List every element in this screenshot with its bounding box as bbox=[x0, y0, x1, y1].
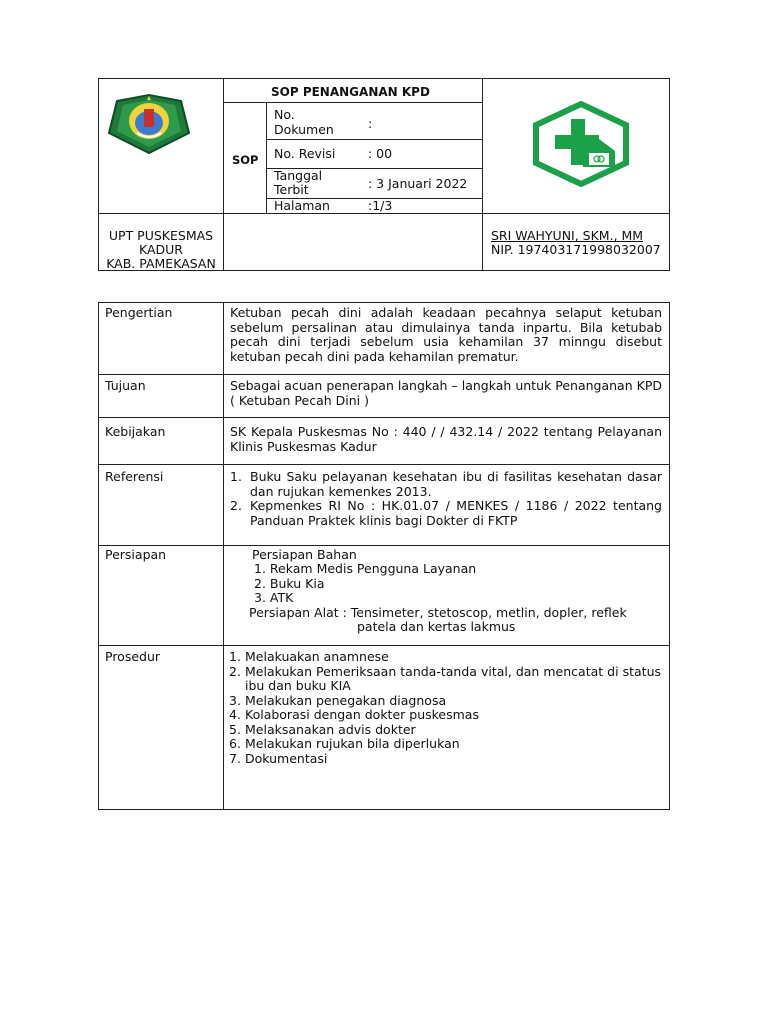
list-item: 6. Melakukan rujukan bila diperlukan bbox=[229, 736, 460, 751]
divider bbox=[99, 213, 669, 214]
list-item: 1. Rekam Medis Pengguna Layanan bbox=[254, 561, 477, 576]
list-item: 1. Buku Saku pelayanan kesehatan ibu di fasilitas kesehatan dasar dan rujukan kemenkes 2013. bbox=[230, 469, 662, 499]
divider bbox=[99, 645, 669, 646]
no-dokumen-label-line1: No. bbox=[274, 107, 295, 122]
pengertian-text: Ketuban pecah dini adalah keadaan pecahnya selaput ketuban sebelum persalinan atau dimulainya tanda inpartu. Bila ketubab pecah dini terjadi sebelum usia kehamilan 37 minngu disebut ketuban pecah dini pada kehamilan prematur. bbox=[230, 305, 662, 364]
document-title: SOP PENANGANAN KPD bbox=[271, 85, 430, 99]
persiapan-bahan-heading: Persiapan Bahan bbox=[252, 547, 357, 562]
persiapan-alat-line2: patela dan kertas lakmus bbox=[357, 619, 516, 634]
org-name-line1: UPT PUSKESMAS bbox=[108, 228, 214, 243]
puskesmas-logo bbox=[533, 101, 629, 187]
tanggal-terbit-label-line2: Terbit bbox=[274, 182, 309, 197]
header-table bbox=[98, 78, 670, 271]
persiapan-alat-line1: Persiapan Alat : Tensimeter, stetoscop, metlin, dopler, reflek bbox=[249, 605, 627, 620]
list-item: 3. ATK bbox=[254, 590, 294, 605]
divider bbox=[99, 464, 669, 465]
content-table bbox=[98, 302, 670, 810]
org-name-line2: KADUR bbox=[139, 242, 183, 257]
list-item: 4. Kolaborasi dengan dokter puskesmas bbox=[229, 707, 479, 722]
list-item: 7. Dokumentasi bbox=[229, 750, 328, 766]
sop-label: SOP bbox=[232, 153, 259, 167]
halaman-value: :1/3 bbox=[368, 198, 393, 213]
kebijakan-label: Kebijakan bbox=[105, 424, 166, 439]
pengertian-label: Pengertian bbox=[105, 305, 173, 320]
referensi-label: Referensi bbox=[105, 469, 164, 484]
divider bbox=[99, 545, 669, 546]
no-dokumen-value: : bbox=[368, 116, 373, 131]
list-item: 3. Melakukan penegakan diagnosa bbox=[229, 692, 447, 708]
divider bbox=[266, 139, 482, 140]
list-item: 2. Kepmenkes RI No : HK.01.07 / MENKES / 1186 / 2022 tentang Panduan Praktek klinis bagi Dokter di FKTP bbox=[230, 498, 662, 528]
list-item: 2. Buku Kia bbox=[254, 576, 325, 591]
regency-logo bbox=[107, 93, 191, 155]
tujuan-text: Sebagai acuan penerapan langkah – langkah untuk Penanganan KPD ( Ketuban Pecah Dini ) bbox=[230, 378, 662, 408]
signer-nip: NIP. 197403171998032007 bbox=[491, 242, 661, 257]
divider bbox=[482, 79, 483, 270]
signer-name: SRI WAHYUNI, SKM., MM bbox=[491, 228, 644, 243]
referensi-list bbox=[230, 470, 662, 528]
no-revisi-value: : 00 bbox=[368, 146, 393, 161]
prosedur-label: Prosedur bbox=[105, 649, 161, 664]
divider bbox=[223, 79, 224, 270]
divider bbox=[223, 102, 482, 103]
org-name-line3: KAB. PAMEKASAN bbox=[106, 256, 216, 271]
list-item: 5. Melaksanakan advis dokter bbox=[229, 721, 416, 737]
kebijakan-text: SK Kepala Puskesmas No : 440 / / 432.14 / 2022 tentang Pelayanan Klinis Puskesmas Kadur bbox=[230, 424, 662, 454]
list-item: 1. Melakuakan anamnese bbox=[229, 649, 389, 664]
list-item: 2. Melakukan Pemeriksaan tanda-tanda vital, dan mencatat di status ibu dan buku KIA bbox=[229, 663, 661, 693]
divider bbox=[99, 417, 669, 418]
no-dokumen-label-line2: Dokumen bbox=[274, 122, 334, 137]
tanggal-terbit-label-line1: Tanggal bbox=[274, 168, 323, 183]
divider bbox=[99, 374, 669, 375]
persiapan-label: Persiapan bbox=[105, 547, 167, 562]
halaman-label: Halaman bbox=[274, 198, 330, 213]
no-revisi-label: No. Revisi bbox=[274, 146, 336, 161]
divider bbox=[266, 102, 267, 213]
tujuan-label: Tujuan bbox=[105, 378, 146, 393]
divider bbox=[223, 303, 224, 809]
prosedur-list bbox=[229, 650, 661, 766]
tanggal-terbit-value: : 3 Januari 2022 bbox=[368, 176, 468, 191]
